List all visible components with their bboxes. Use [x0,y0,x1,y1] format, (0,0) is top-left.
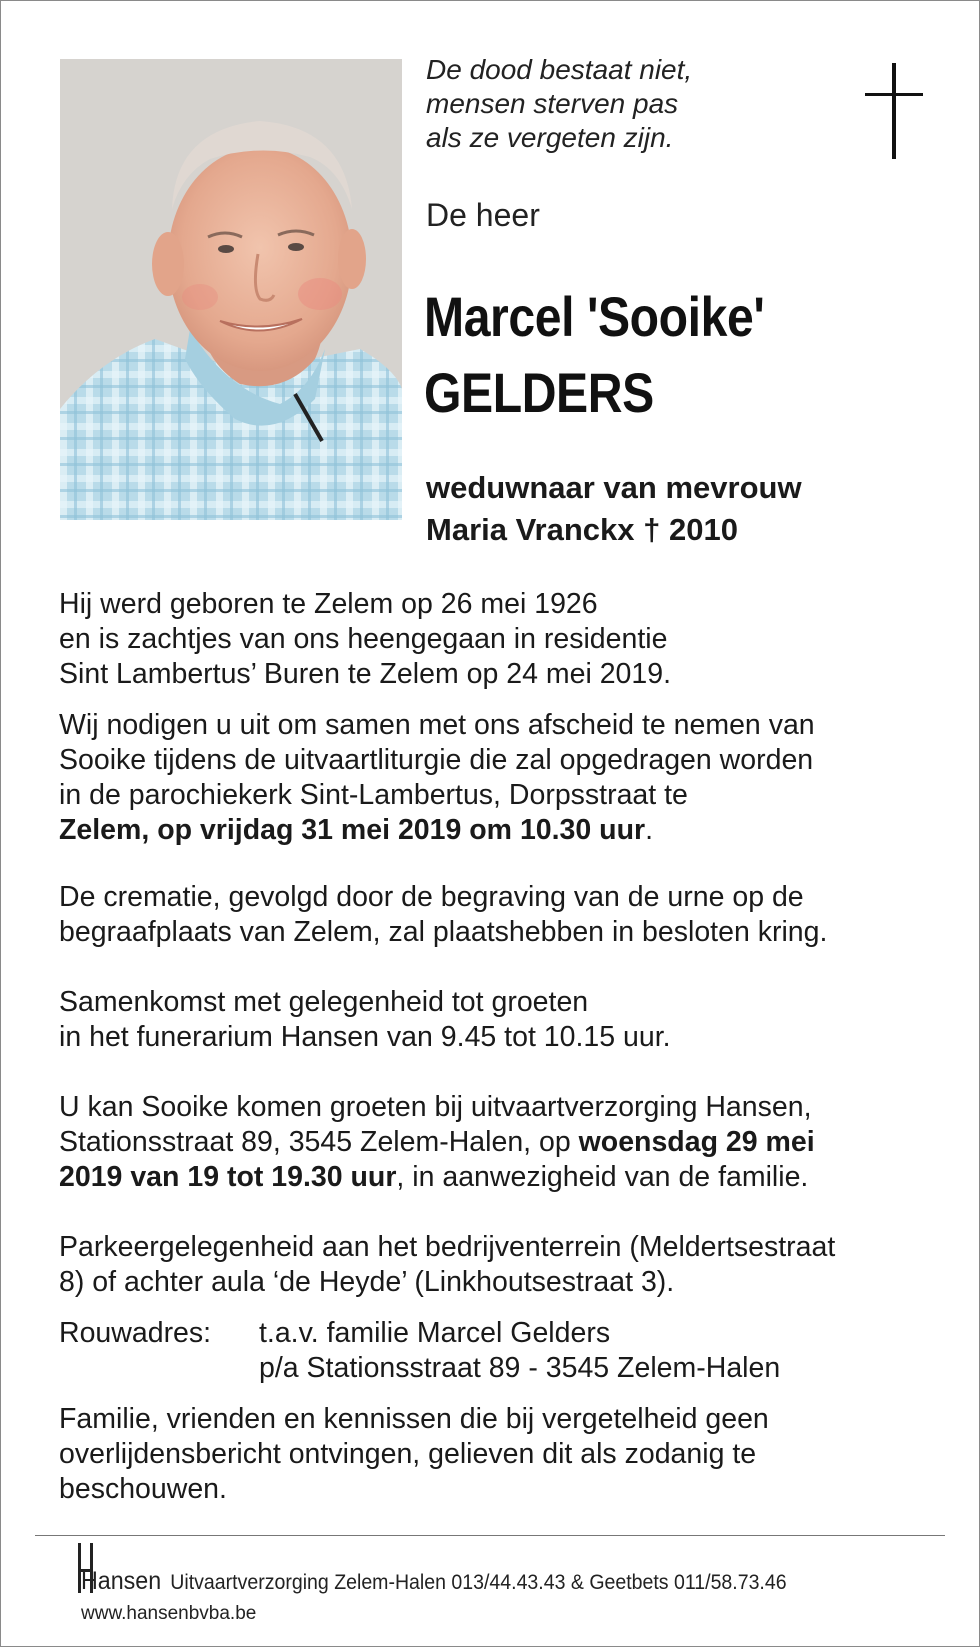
text-segment: Stationsstraat 89, 3545 Zelem-Halen, op [59,1126,579,1158]
cross-icon [865,63,923,159]
invitation-paragraph [59,708,959,848]
mourning-address-lines [259,1316,780,1386]
text-line: Sooike tijdens de uitvaartliturgie die zal opgedragen worden [59,744,814,776]
text-line: Hij werd geboren te Zelem op 26 mei 1926 [59,588,598,620]
text-line: Parkeergelegenheid aan het bedrijventerrein (Meldertsestraat [59,1231,836,1263]
text-line: in de parochiekerk Sint-Lambertus, Dorpsstraat te [59,779,688,811]
parking-paragraph [59,1230,959,1300]
cremation-paragraph [59,880,959,950]
motto-line: De dood bestaat niet, [426,54,693,85]
mourning-address [59,1316,959,1386]
text-line: Samenkomst met gelegenheid tot groeten [59,986,589,1018]
text-line: p/a Stationsstraat 89 - 3545 Zelem-Halen [259,1352,781,1384]
visitation-paragraph [59,1090,959,1195]
closing-paragraph [59,1402,959,1507]
name-last: GELDERS [424,361,654,424]
name-first: Marcel 'Sooike' [424,285,765,348]
text-line: Familie, vrienden en kennissen die bij vergetelheid geen [59,1403,769,1435]
text-line: beschouwen. [59,1473,227,1505]
deceased-name [424,279,764,431]
text-line: begraafplaats van Zelem, zal plaatshebben in besloten kring. [59,916,828,948]
text-line [59,1160,959,1195]
text-line: De crematie, gevolgd door de begraving van de urne op de [59,881,804,913]
visitation-date: woensdag 29 mei [578,1126,815,1158]
text-segment: , in aanwezigheid van de familie. [396,1161,809,1193]
obituary-body [59,587,959,1507]
spouse-info [426,467,802,551]
text-line: Wij nodigen u uit om samen met ons afscheid te nemen van [59,709,815,741]
portrait-photo [60,59,402,520]
funeral-home-brand: Hansen [81,1567,162,1595]
punctuation: . [645,814,654,846]
spouse-line: weduwnaar van mevrouw [426,470,802,505]
text-line [59,813,959,848]
text-line: in het funerarium Hansen van 9.45 tot 10.15 uur. [59,1021,671,1053]
text-line: Sint Lambertus’ Buren te Zelem op 24 mei 2019. [59,658,672,690]
salutation: De heer [426,197,540,233]
funeral-home-tagline: Uitvaartverzorging Zelem-Halen 013/44.43.43 & Geetbets 011/58.73.46 [170,1571,787,1594]
funeral-home-info [81,1567,787,1596]
text-line [59,1125,959,1160]
birth-paragraph [59,587,959,692]
text-line: U kan Sooike komen groeten bij uitvaartverzorging Hansen, [59,1091,812,1123]
portrait-illustration [60,59,402,520]
motto-line: mensen sterven pas [426,88,679,119]
text-line: t.a.v. familie Marcel Gelders [259,1317,611,1349]
funeral-date: Zelem, op vrijdag 31 mei 2019 om 10.30 uur [59,814,646,846]
text-line: 8) of achter aula ‘de Heyde’ (Linkhoutsestraat 3). [59,1266,675,1298]
text-line: en is zachtjes van ons heengegaan in residentie [59,623,668,655]
footer-divider [35,1535,945,1536]
text-line: overlijdensbericht ontvingen, gelieven dit als zodanig te [59,1438,757,1470]
gathering-paragraph [59,985,959,1055]
visitation-time: 2019 van 19 tot 19.30 uur [59,1161,397,1193]
mourning-address-label: Rouwadres: [59,1317,212,1349]
funeral-home-website[interactable]: www.hansenbvba.be [81,1603,257,1624]
motto-line: als ze vergeten zijn. [426,122,674,153]
motto-quote [426,53,692,155]
spouse-line: Maria Vranckx † 2010 [426,512,738,547]
